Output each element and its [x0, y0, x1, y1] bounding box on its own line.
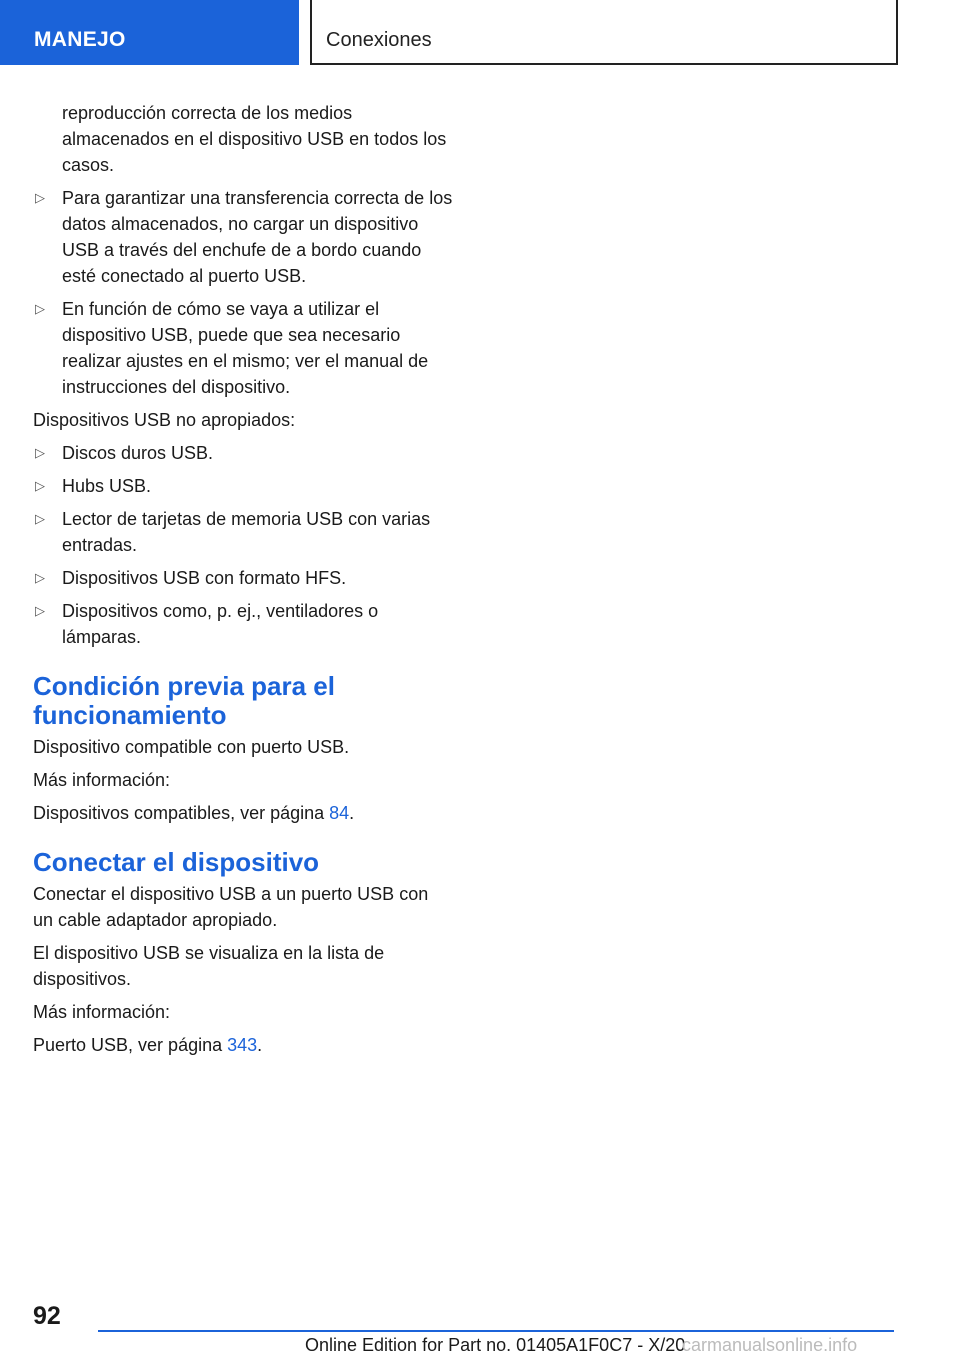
reference-text: Dispositivos compatibles, ver página	[33, 803, 330, 823]
section-heading-prerequisite: Condición previa para el funcionamiento	[33, 671, 335, 730]
chapter-title: Conexiones	[326, 29, 432, 51]
list-item-text: Discos duros USB.	[62, 443, 214, 463]
list-item	[33, 185, 453, 289]
triangle-right-icon: ▷	[35, 511, 45, 526]
reference-end: .	[257, 1035, 263, 1055]
list-item	[33, 598, 453, 650]
display-text: El dispositivo USB se visualiza en la lista de dispositivos.	[33, 943, 385, 989]
unsuitable-heading: Dispositivos USB no apropiados:	[33, 410, 296, 430]
section-heading-connect: Conectar el dispositivo	[33, 847, 320, 877]
triangle-right-icon: ▷	[35, 301, 45, 316]
triangle-right-icon: ▷	[35, 190, 45, 205]
triangle-right-icon: ▷	[35, 570, 45, 585]
list-item-text: En función de cómo se vaya a utilizar el dispositivo USB, puede que sea necesario realizar ajustes en el mismo; ver el manual de instrucciones del dispositivo.	[62, 299, 429, 397]
list-item-text: Lector de tarjetas de memoria USB con varias entradas.	[62, 509, 431, 555]
reference-end: .	[349, 803, 355, 823]
prerequisite-text: Dispositivo compatible con puerto USB.	[33, 737, 350, 757]
list-item	[33, 296, 453, 400]
list-item-text: Dispositivos USB con formato HFS.	[62, 568, 347, 588]
intro-continuation: reproducción correcta de los medios almacenados en el dispositivo USB en todos los casos.	[62, 103, 447, 175]
list-item	[33, 565, 453, 591]
chapter-tab	[310, 0, 898, 65]
section-tab	[0, 0, 299, 65]
more-info-label: Más información:	[33, 770, 171, 790]
section-title: MANEJO	[34, 28, 126, 51]
connect-text: Conectar el dispositivo USB a un puerto USB con un cable adaptador apropiado.	[33, 884, 429, 930]
footer-divider	[98, 1330, 894, 1332]
list-item	[33, 506, 453, 558]
list-item-text: Dispositivos como, p. ej., ventiladores o lámparas.	[62, 601, 379, 647]
page-content	[33, 100, 453, 1065]
reference-text: Puerto USB, ver página	[33, 1035, 228, 1055]
list-item-text: Hubs USB.	[62, 476, 152, 496]
list-item	[33, 440, 453, 466]
page-number: 92	[33, 1302, 61, 1330]
page-link[interactable]: 343	[227, 1035, 258, 1055]
triangle-right-icon: ▷	[35, 445, 45, 460]
reference-line	[33, 800, 453, 826]
triangle-right-icon: ▷	[35, 478, 45, 493]
edition-text: Online Edition for Part no. 01405A1F0C7 - X/20	[305, 1335, 686, 1355]
list-item	[33, 473, 453, 499]
triangle-right-icon: ▷	[35, 603, 45, 618]
list-item-text: Para garantizar una transferencia correcta de los datos almacenados, no cargar un dispositivo USB a través del enchufe de a bordo cuando esté conectado al puerto USB.	[62, 188, 453, 286]
page-link[interactable]: 84	[329, 803, 350, 823]
watermark: carmanualsonline.info	[682, 1335, 858, 1355]
reference-line	[33, 1032, 453, 1058]
more-info-label: Más información:	[33, 1002, 171, 1022]
